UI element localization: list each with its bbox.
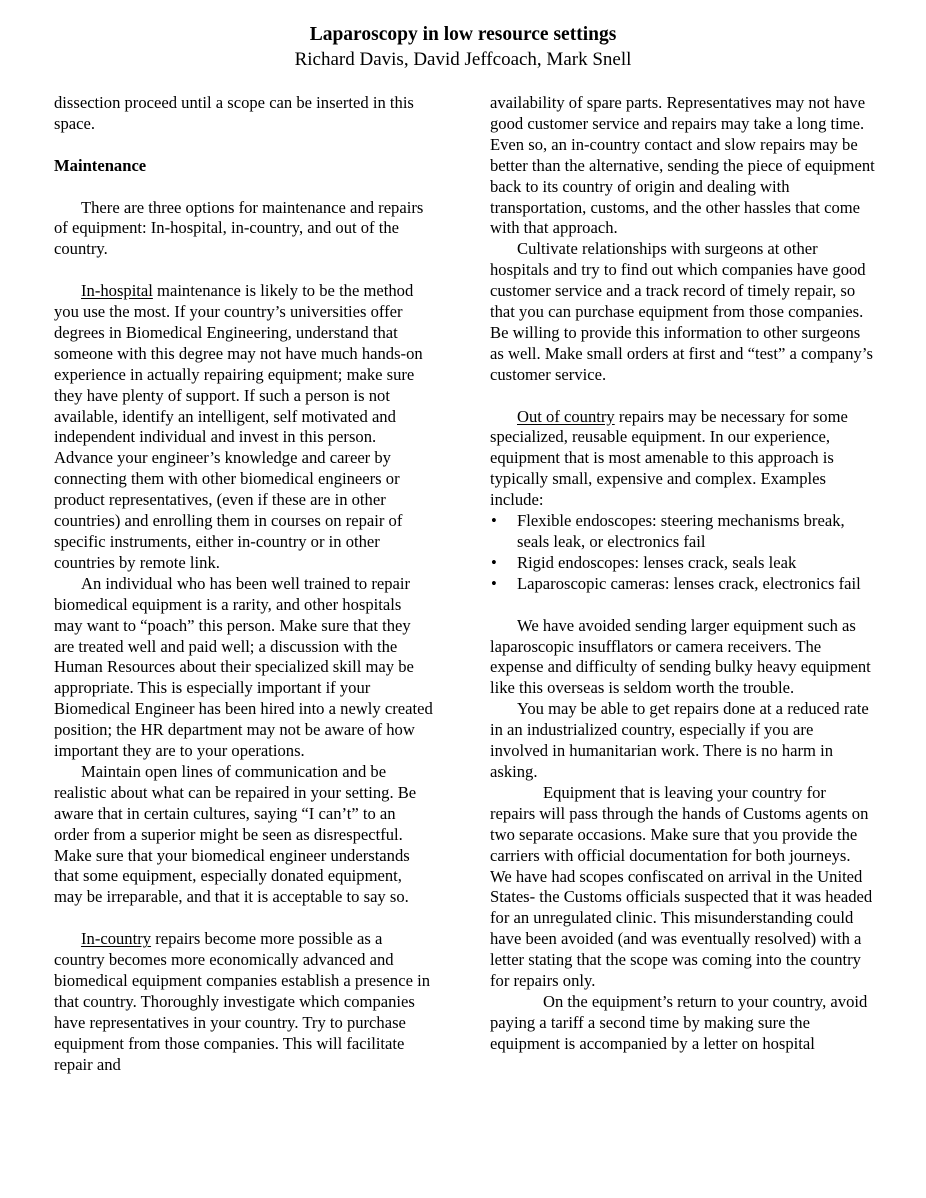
paragraph-in-country xyxy=(54,929,434,1075)
list-item xyxy=(490,511,875,553)
spacer xyxy=(490,595,875,616)
paragraph-avoided: We have avoided sending larger equipment such as laparoscopic insufflators or camera receivers. The expense and difficulty of sending bulky heavy equipment like this overseas is seldom worth the trouble. xyxy=(490,615,871,698)
paragraph-maintain: Maintain open lines of communication and be realistic about what can be repaired in your setting. Be aware that in certain cultures, saying “I can’t” to an order from a superior might be seen as disrespectful. Make sure that your biomedical engineer understands that some equipment, especially donated equipment, may be irreparable, and that it is acceptable to say so. xyxy=(54,761,417,907)
section-heading-maintenance: Maintenance xyxy=(54,155,147,175)
list-item xyxy=(490,553,875,574)
paragraph-reduced-rate: You may be able to get repairs done at a reduced rate in an industrialized country, especially if you are involved in humanitarian work. There is no harm in asking. xyxy=(490,699,869,781)
paragraph-out-of-country xyxy=(490,407,875,512)
paragraph-continued-left: dissection proceed until a scope can be inserted in this space. xyxy=(54,93,414,133)
document-header xyxy=(0,22,926,72)
paragraph-cultivate: Cultivate relationships with surgeons at other hospitals and try to find out which companies have good customer service and a track record of timely repair, so that you can purchase equipment from those companies. Be willing to provide this information to other surgeons as well. Make small orders at first and “test” a company’s customer service. xyxy=(490,239,873,384)
document-authors: Richard Davis, David Jeffcoach, Mark Snell xyxy=(294,49,632,70)
list-item-text: Flexible endoscopes: steering mechanisms break, seals leak, or electronics fail xyxy=(517,511,845,552)
list-item-text: Rigid endoscopes: lenses crack, seals leak xyxy=(517,552,797,572)
spacer xyxy=(54,135,434,156)
bullet-icon: • xyxy=(491,511,497,531)
bullet-icon: • xyxy=(491,552,497,572)
paragraph-options: There are three options for maintenance and repairs of equipment: In-hospital, in-country, and out of the country. xyxy=(54,197,424,259)
spacer xyxy=(490,386,875,407)
in-hospital-label: In-hospital xyxy=(81,281,153,301)
in-country-text: repairs become more possible as a country becomes more economically advanced and biomedical equipment companies establish a presence in that country. Thoroughly investigate which companies have representatives in your country. Try to purchase equipment from those companies. This will facilitate repair and xyxy=(54,929,431,1074)
spacer xyxy=(54,908,434,929)
list-item-text: Laparoscopic cameras: lenses crack, electronics fail xyxy=(517,573,861,593)
list-item xyxy=(490,574,875,595)
paragraph-customs: Equipment that is leaving your country for repairs will pass through the hands of Customs agents on two separate occasions. Make sure that you provide the carriers with official documentation for both journeys. We have had scopes confiscated on arrival in the United States- the Customs officials suspected that it was headed for an unregulated clinic. This misunderstanding could have been avoided (and was eventually resolved) with a letter stating that the scope was coming into the country for repairs only. xyxy=(490,782,873,991)
examples-list xyxy=(490,511,875,595)
paragraph-return: On the equipment’s return to your country, avoid paying a tariff a second time by making sure the equipment is accompanied by a letter on hospital xyxy=(490,991,868,1053)
right-column xyxy=(490,93,875,1055)
paragraph-in-hospital xyxy=(54,281,434,574)
out-of-country-label: Out of country xyxy=(517,406,615,426)
document-title: Laparoscopy in low resource settings xyxy=(309,24,617,45)
spacer xyxy=(54,177,434,198)
bullet-icon: • xyxy=(491,573,497,593)
spacer xyxy=(54,260,434,281)
paragraph-continued-right: availability of spare parts. Representatives may not have good customer service and repairs may take a long time. Even so, an in-country contact and slow repairs may be better than the alternative, sending the piece of equipment back to its country of origin and dealing with transportation, customs, and the other hassles that come with that approach. xyxy=(490,93,875,238)
out-of-country-text: repairs may be necessary for some specialized, reusable equipment. In our experience, equipment that is most amenable to this approach is typically small, expensive and complex. Examples include: xyxy=(490,406,848,510)
paragraph-individual: An individual who has been well trained to repair biomedical equipment is a rarity, and other hospitals may want to “poach” this person. Make sure that they are treated well and paid well; a discussion with the Human Resources about their specialized skill may be appropriate. This is especially important if your Biomedical Engineer has been hired into a newly created position; the HR department may not be aware of how important they are to your operations. xyxy=(54,573,433,761)
in-country-label: In-country xyxy=(81,929,152,949)
in-hospital-text: maintenance is likely to be the method you use the most. If your country’s universities offer degrees in Biomedical Engineering, understand that someone with this degree may not have much hands-on experience in actually repairing equipment; make sure they have plenty of support. If such a person is not available, identify an intelligent, self motivated and independent individual and invest in this person. Advance your engineer’s knowledge and career by connecting them with other biomedical engineers or product representatives, (even if these are in other countries) and enrolling them in courses on repair of specific instruments, either in-country or in other countries by remote link. xyxy=(54,281,423,572)
left-column xyxy=(54,93,434,1076)
